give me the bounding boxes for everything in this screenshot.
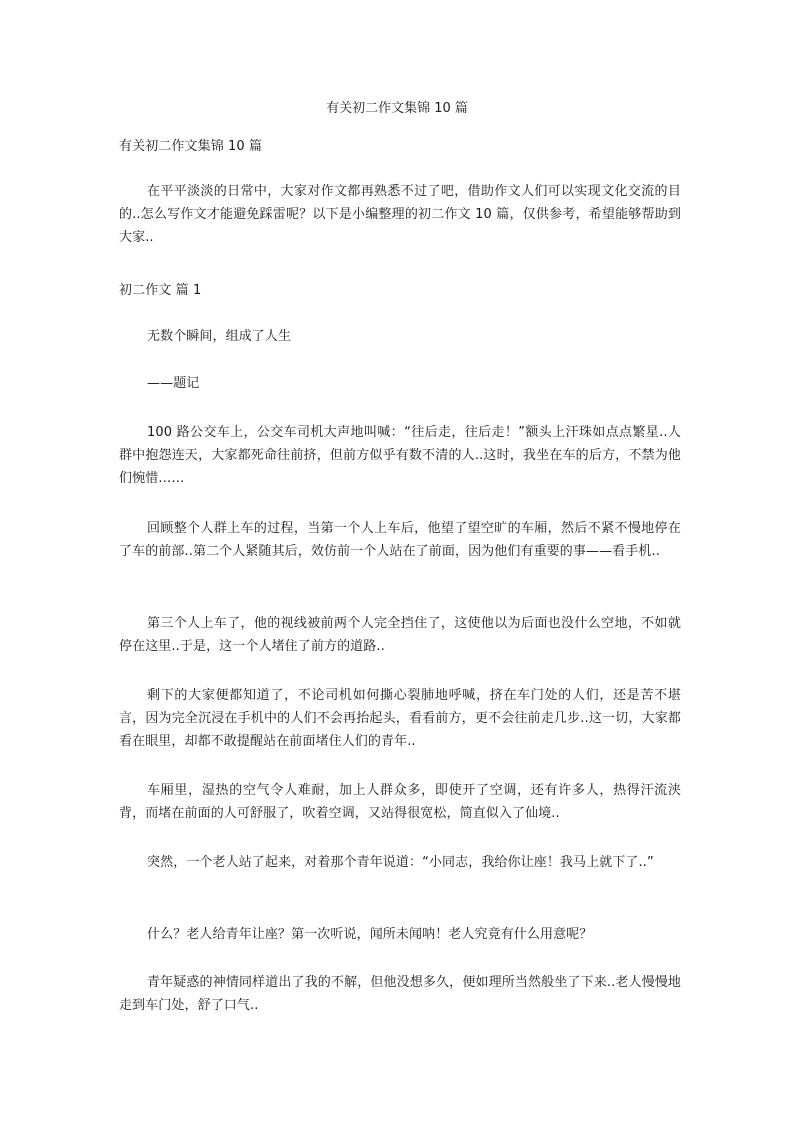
document-subtitle: 有关初二作文集锦 10 篇 — [119, 139, 263, 154]
paragraph-old-man: 突然，一个老人站了起来，对着那个青年说道：“小同志，我给你让座！我马上就下了..” — [147, 855, 654, 870]
paragraph-carriage: 车厢里，湿热的空气令人难耐，加上人群众多，即使开了空调，还有许多人，热得汗流浃背，而堵在前面的人可舒服了，吹着空调，又站得很宽松，简直似入了仙境.. — [119, 783, 681, 821]
paragraph-epigraph-attribution: ——题记 — [147, 376, 200, 391]
paragraph-boarding: 回顾整个人群上车的过程，当第一个人上车后，他望了望空旷的车厢，然后不紧不慢地停在了车的前部..第二个人紧随其后，效仿前一个人站在了前面，因为他们有重要的事——看手机.. — [119, 521, 681, 559]
paragraph-epigraph: 无数个瞬间，组成了人生 — [147, 329, 292, 344]
section-heading: 初二作文 篇 1 — [119, 283, 202, 298]
intro-paragraph: 在平平淡淡的日常中，大家对作文都再熟悉不过了吧，借助作文人们可以实现文化交流的目的..怎么写作文才能避免踩雷呢？以下是小编整理的初二作文 10 篇，仅供参考，希望能够帮助到大家.. — [119, 184, 681, 245]
paragraph-crowd: 剩下的大家便都知道了，不论司机如何撕心裂肺地呼喊，挤在车门处的人们，还是苦不堪言，因为完全沉浸在手机中的人们不会再抬起头，看看前方，更不会往前走几步..这一切，大家都看在眼里，却都不敢提醒站在前面堵住人们的青年.. — [119, 688, 681, 749]
paragraph-bus-scene: 100 路公交车上，公交车司机大声地叫喊：“往后走，往后走！”额头上汗珠如点点繁星..人群中抱怨连天，大家都死命往前挤，但前方似乎有数不清的人..这时，我坐在车的后方，不禁为他们惋惜…… — [119, 425, 681, 486]
document-title: 有关初二作文集锦 10 篇 — [326, 101, 468, 116]
paragraph-third-person: 第三个人上车了，他的视线被前两个人完全挡住了，这使他以为后面也没什么空地，不如就停在这里..于是，这一个人堵住了前方的道路.. — [119, 616, 681, 654]
paragraph-question: 什么？老人给青年让座？第一次听说，闻所未闻呐！老人究竟有什么用意呢？ — [147, 927, 593, 942]
paragraph-youth: 青年疑惑的神情同样道出了我的不解，但他没想多久，便如理所当然般坐了下来..老人慢慢地走到车门处，舒了口气.. — [119, 975, 681, 1013]
